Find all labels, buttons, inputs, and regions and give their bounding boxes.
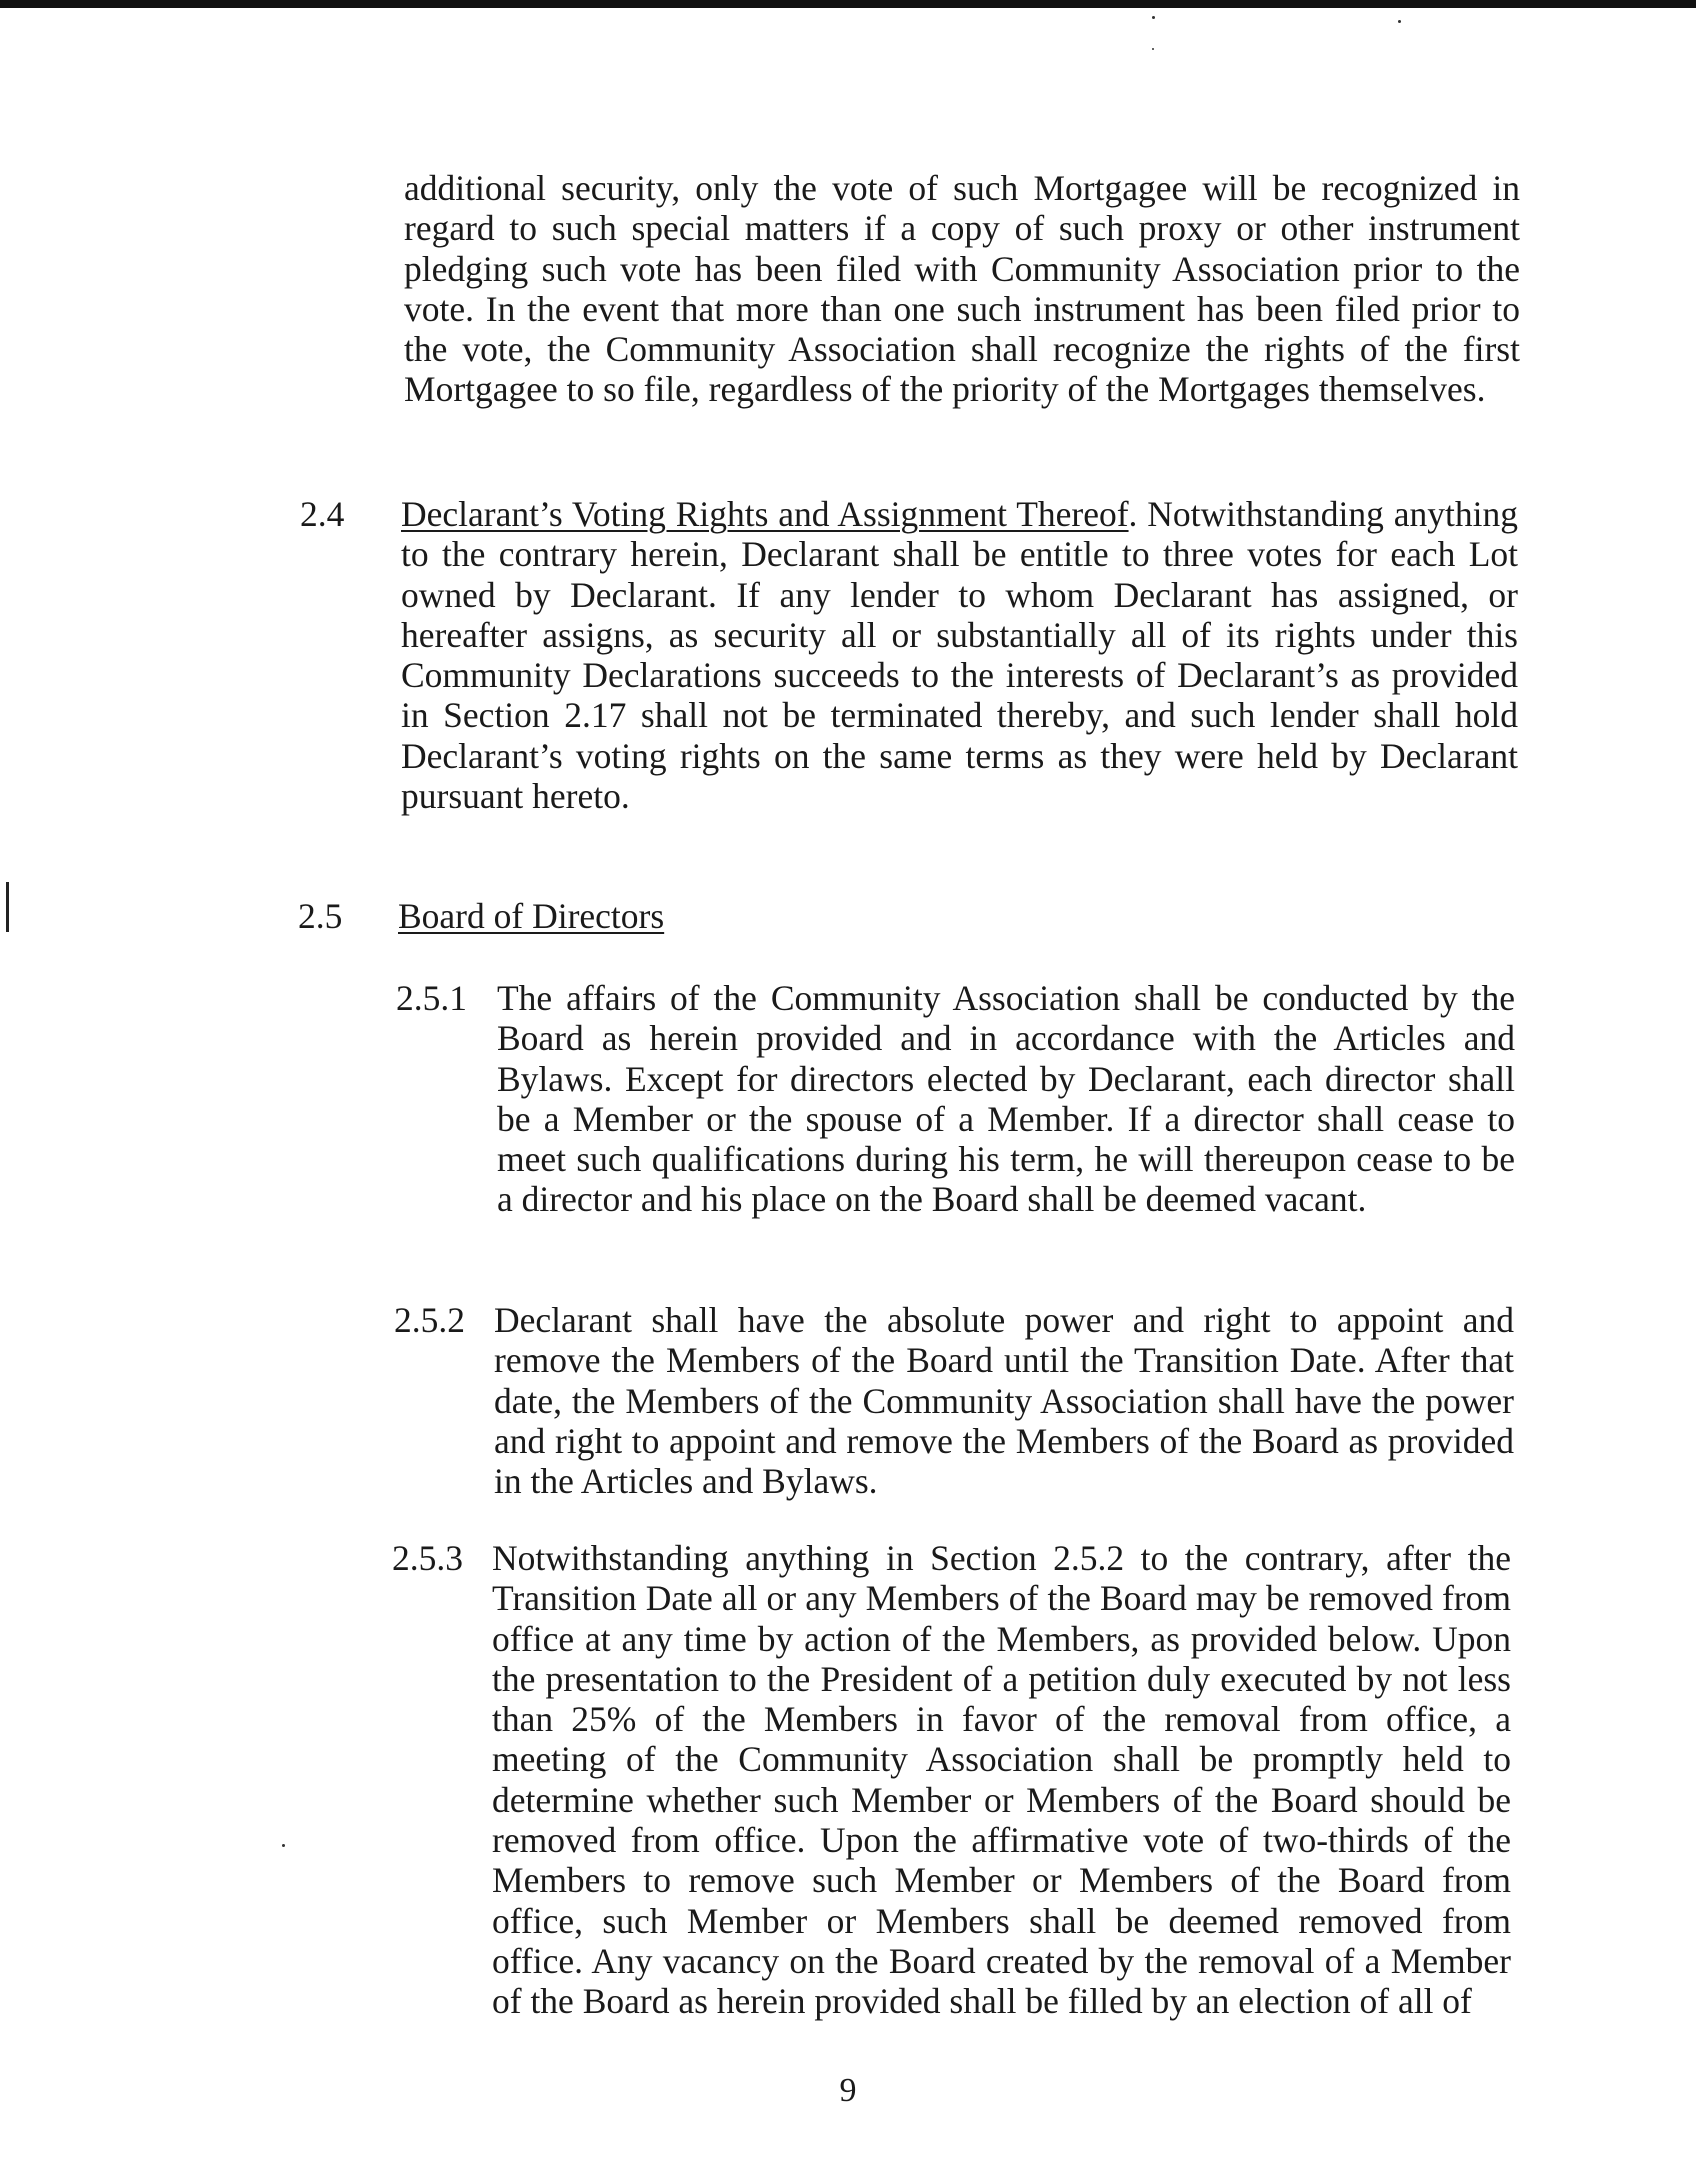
scan-binding-mark xyxy=(6,882,9,932)
section-2-5-1-text: The affairs of the Community Association shall be conducted by the Board as herein provided and in accordance with the Articles and Bylaws. Except for directors elected by Declarant, each director shall be a Member or the spouse of a Member. If a director shall cease to meet such qualifications during his term, he will thereupon cease to be a director and his place on the Board shall be deemed vacant. xyxy=(497,978,1515,1220)
scan-speck xyxy=(1152,48,1154,50)
section-2-4-heading-punct: . xyxy=(1128,494,1138,534)
scan-speck xyxy=(1152,16,1155,19)
section-2-5-heading: Board of Directors xyxy=(398,896,665,936)
section-2-5-2-text: Declarant shall have the absolute power and right to appoint and remove the Members of the Board until the Transition Date. After that date, the Members of the Community Association shall have the power and right to appoint and remove the Members of the Board as provided in the Articles and Bylaws. xyxy=(494,1300,1514,1502)
section-2-4-text: Notwithstanding anything to the contrary herein, Declarant shall be entitle to three votes for each Lot owned by Declarant. If any lender to whom Declarant has assigned, or hereafter assigns, as security all or substantially all of its rights under this Community Declarations succeeds to the interests of Declarant’s as provided in Section 2.17 shall not be terminated thereby, and such lender shall hold Declarant’s voting rights on the same terms as they were held by Declarant pursuant hereto. xyxy=(401,494,1518,817)
section-number-2-4: 2.4 xyxy=(300,494,345,534)
scan-speck xyxy=(1398,20,1401,23)
scan-speck xyxy=(282,1844,285,1847)
scan-top-edge xyxy=(0,0,1696,8)
page-number: 9 xyxy=(839,2072,857,2109)
section-2-5-3-text: Notwithstanding anything in Section 2.5.2 to the contrary, after the Transition Date all or any Members of the Board may be removed from office at any time by action of the Members, as provided below. Upon the presentation to the President of a petition duly executed by not less than 25% of the Members in favor of the removal from office, a meeting of the Community Association shall be promptly held to determine whether such Member or Members of the Board should be removed from office. Upon the affirmative vote of two-thirds of the Members to remove such Member or Members of the Board from office, such Member or Members shall be deemed removed from office. Any vacancy on the Board created by the removal of a Member of the Board as herein provided shall be filled by an election of all of xyxy=(492,1538,1511,2022)
section-2-4-paragraph xyxy=(401,494,1518,816)
section-number-2-5: 2.5 xyxy=(298,896,343,936)
section-number-2-5-2: 2.5.2 xyxy=(394,1300,465,1340)
section-number-2-5-3: 2.5.3 xyxy=(392,1538,463,1578)
continued-paragraph: additional security, only the vote of such Mortgagee will be recognized in regard to such special matters if a copy of such proxy or other instrument pledging such vote has been filed with Community Association prior to the vote. In the event that more than one such instrument has been filed prior to the vote, the Community Association shall recognize the rights of the first Mortgagee to so file, regardless of the priority of the Mortgages themselves. xyxy=(404,168,1520,410)
section-2-4-heading: Declarant’s Voting Rights and Assignment Thereof xyxy=(401,494,1129,534)
section-number-2-5-1: 2.5.1 xyxy=(396,978,467,1018)
